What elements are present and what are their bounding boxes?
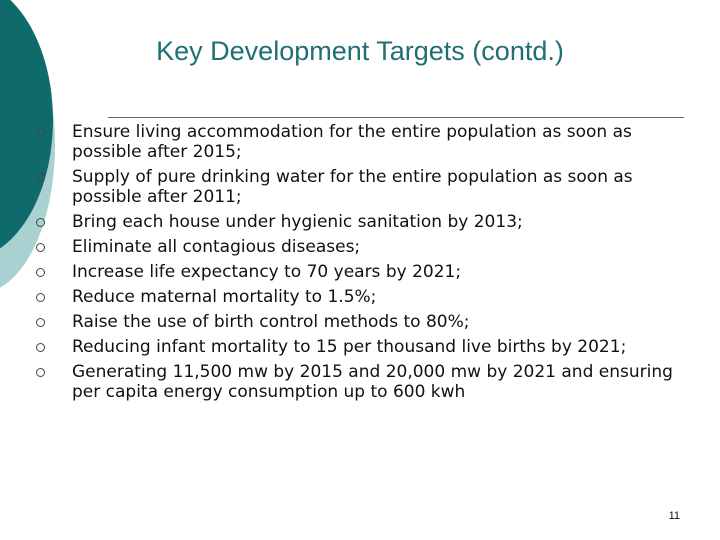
slide-title: Key Development Targets (contd.) bbox=[156, 36, 564, 66]
circle-bullet-icon bbox=[36, 343, 45, 352]
list-item-text: Supply of pure drinking water for the entire population as soon as possible after 2011; bbox=[72, 167, 633, 207]
list-item bbox=[36, 167, 696, 207]
list-item-text: Raise the use of birth control methods to 80%; bbox=[72, 312, 470, 332]
circle-bullet-icon bbox=[36, 243, 45, 252]
list-item bbox=[36, 122, 696, 162]
list-item bbox=[36, 312, 696, 332]
list-item-text: Ensure living accommodation for the entire population as soon as possible after 2015; bbox=[72, 122, 632, 162]
list-item-text: Increase life expectancy to 70 years by 2021; bbox=[72, 262, 462, 282]
circle-bullet-icon bbox=[36, 268, 45, 277]
list-item-text: Bring each house under hygienic sanitation by 2013; bbox=[72, 212, 523, 232]
circle-bullet-icon bbox=[36, 128, 45, 137]
bullet-list bbox=[36, 122, 696, 407]
list-item-text: Reducing infant mortality to 15 per thousand live births by 2021; bbox=[72, 337, 627, 357]
list-item bbox=[36, 337, 696, 357]
list-item bbox=[36, 262, 696, 282]
list-item-text: Eliminate all contagious diseases; bbox=[72, 237, 361, 257]
list-item-text: Generating 11,500 mw by 2015 and 20,000 mw by 2021 and ensuring per capita energy consumption up to 600 kwh bbox=[72, 362, 673, 402]
circle-bullet-icon bbox=[36, 368, 45, 377]
title-divider bbox=[108, 117, 684, 118]
circle-bullet-icon bbox=[36, 318, 45, 327]
circle-bullet-icon bbox=[36, 293, 45, 302]
circle-bullet-icon bbox=[36, 218, 45, 227]
list-item-text: Reduce maternal mortality to 1.5%; bbox=[72, 287, 377, 307]
list-item bbox=[36, 287, 696, 307]
page-number: 11 bbox=[668, 510, 680, 522]
list-item bbox=[36, 362, 696, 402]
circle-bullet-icon bbox=[36, 173, 45, 182]
list-item bbox=[36, 237, 696, 257]
list-item bbox=[36, 212, 696, 232]
